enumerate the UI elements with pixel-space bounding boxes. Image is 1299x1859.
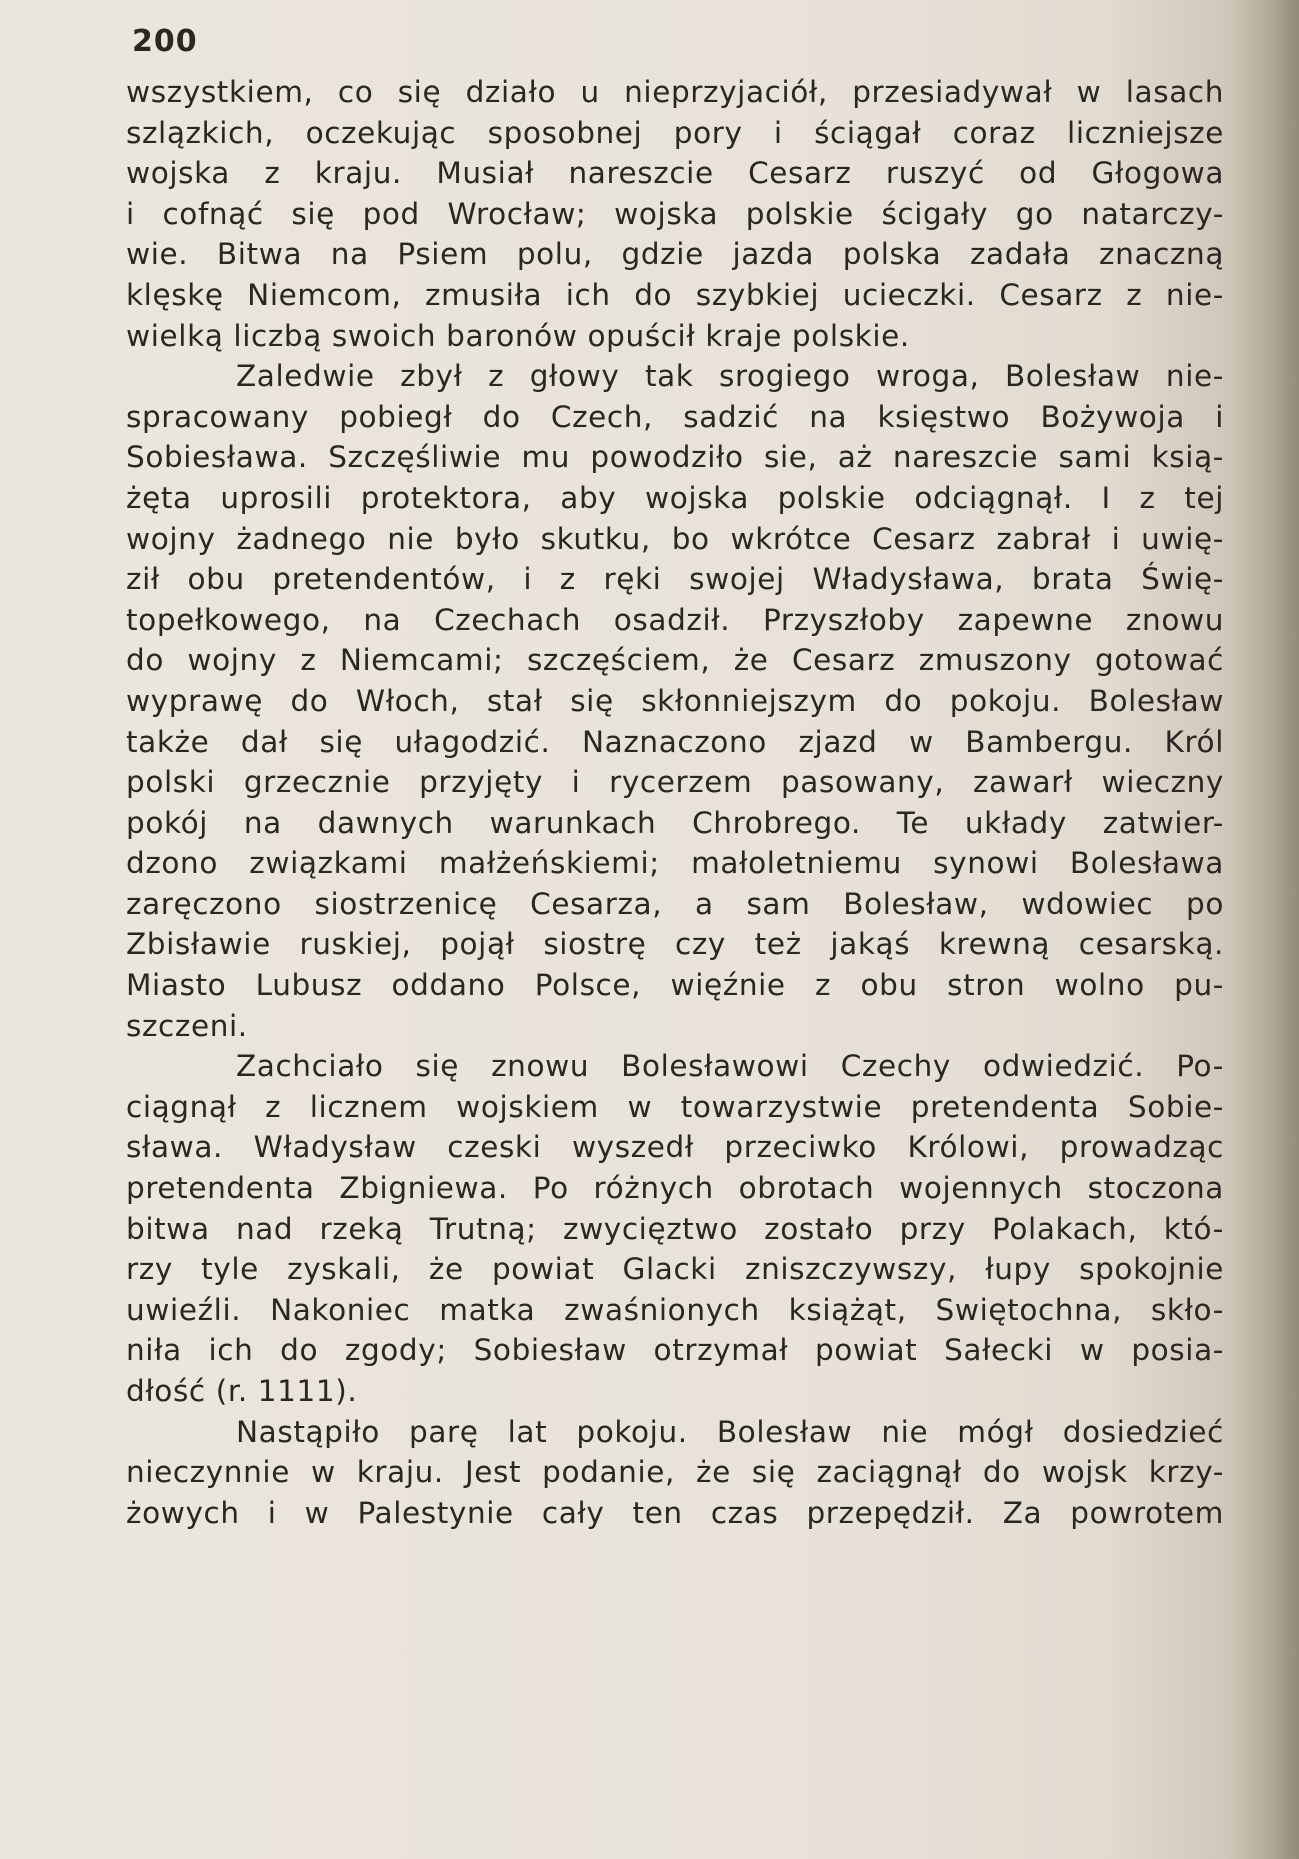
text-line: wojny żadnego nie było skutku, bo wkrótce Cesarz zabrał i uwię-: [126, 521, 1224, 556]
text-line: Sobiesława. Szczęśliwie mu powodziło sie, aż nareszcie sami ksią-: [126, 440, 1224, 475]
text-line: uwieźli. Nakoniec matka zwaśnionych książąt, Swiętochna, skło-: [126, 1292, 1224, 1327]
paragraph-start-line: Zachciało się znowu Bolesławowi Czechy odwiedzić. Po-: [236, 1049, 1224, 1084]
text-line: rzy tyle zyskali, że powiat Glacki zniszczywszy, łupy spokojnie: [126, 1252, 1224, 1287]
paragraph-start-line: Nastąpiło parę lat pokoju. Bolesław nie mógł dosiedzieć: [236, 1414, 1224, 1449]
text-line: topełkowego, na Czechach osadził. Przyszłoby zapewne znowu: [126, 602, 1224, 637]
text-line: szczeni.: [126, 1008, 248, 1043]
text-line: wszystkiem, co się działo u nieprzyjaciół, przesiadywał w lasach: [126, 75, 1224, 109]
text-line: ciągnął z licznem wojskiem w towarzystwie pretendenta Sobie-: [126, 1089, 1224, 1124]
text-line: polski grzecznie przyjęty i rycerzem pasowany, zawarł wieczny: [126, 765, 1224, 800]
text-line: także dał się ułagodzić. Naznaczono zjazd w Bambergu. Król: [126, 724, 1224, 759]
page-number: 200: [132, 24, 198, 59]
text-line: i cofnąć się pod Wrocław; wojska polskie ścigały go natarczy-: [126, 196, 1224, 231]
text-line: wojska z kraju. Musiał nareszcie Cesarz ruszyć od Głogowa: [126, 156, 1224, 191]
text-line: żęta uprosili protektora, aby wojska polskie odciągnął. I z tej: [126, 480, 1224, 515]
text-line: wielką liczbą swoich baronów opuścił kraje polskie.: [126, 318, 910, 353]
page-edge-shadow: [1229, 0, 1299, 1859]
text-line: do wojny z Niemcami; szczęściem, że Cesarz zmuszony gotować: [126, 643, 1224, 678]
text-line: zaręczono siostrzenicę Cesarza, a sam Bolesław, wdowiec po: [126, 886, 1224, 921]
text-line: bitwa nad rzeką Trutną; zwycięztwo zostało przy Polakach, któ-: [126, 1211, 1224, 1246]
text-line: pretendenta Zbigniewa. Po różnych obrotach wojennych stoczona: [126, 1171, 1224, 1206]
text-line: Zbisławie ruskiej, pojął siostrę czy też jakąś krewną cesarską.: [126, 927, 1224, 962]
text-line: pokój na dawnych warunkach Chrobrego. Te układy zatwier-: [126, 805, 1224, 840]
text-line: Miasto Lubusz oddano Polsce, więźnie z obu stron wolno pu-: [126, 968, 1224, 1003]
text-line: żowych i w Palestynie cały ten czas przepędził. Za powrotem: [126, 1495, 1224, 1530]
text-line: szlązkich, oczekując sposobnej pory i ściągał coraz liczniejsze: [126, 115, 1224, 150]
text-line: sława. Władysław czeski wyszedł przeciwko Królowi, prowadząc: [126, 1130, 1224, 1165]
text-line: nieczynnie w kraju. Jest podanie, że się zaciągnął do wojsk krzy-: [126, 1455, 1224, 1490]
text-line: wyprawę do Włoch, stał się skłonniejszym do pokoju. Bolesław: [126, 683, 1224, 718]
text-line: klęskę Niemcom, zmusiła ich do szybkiej ucieczki. Cesarz z nie-: [126, 277, 1224, 312]
body-text: [126, 72, 1224, 1533]
paragraph-start-line: Zaledwie zbył z głowy tak srogiego wroga, Bolesław nie-: [236, 359, 1224, 394]
text-line: dzono związkami małżeńskiemi; małoletniemu synowi Bolesława: [126, 846, 1224, 881]
text-line: wie. Bitwa na Psiem polu, gdzie jazda polska zadała znaczną: [126, 237, 1224, 272]
text-line: niła ich do zgody; Sobiesław otrzymał powiat Sałecki w posia-: [126, 1333, 1224, 1368]
text-line: spracowany pobiegł do Czech, sadzić na księstwo Bożywoja i: [126, 399, 1224, 434]
text-line: dłość (r. 1111).: [126, 1374, 358, 1408]
text-line: ził obu pretendentów, i z ręki swojej Władysława, brata Świę-: [126, 562, 1224, 597]
